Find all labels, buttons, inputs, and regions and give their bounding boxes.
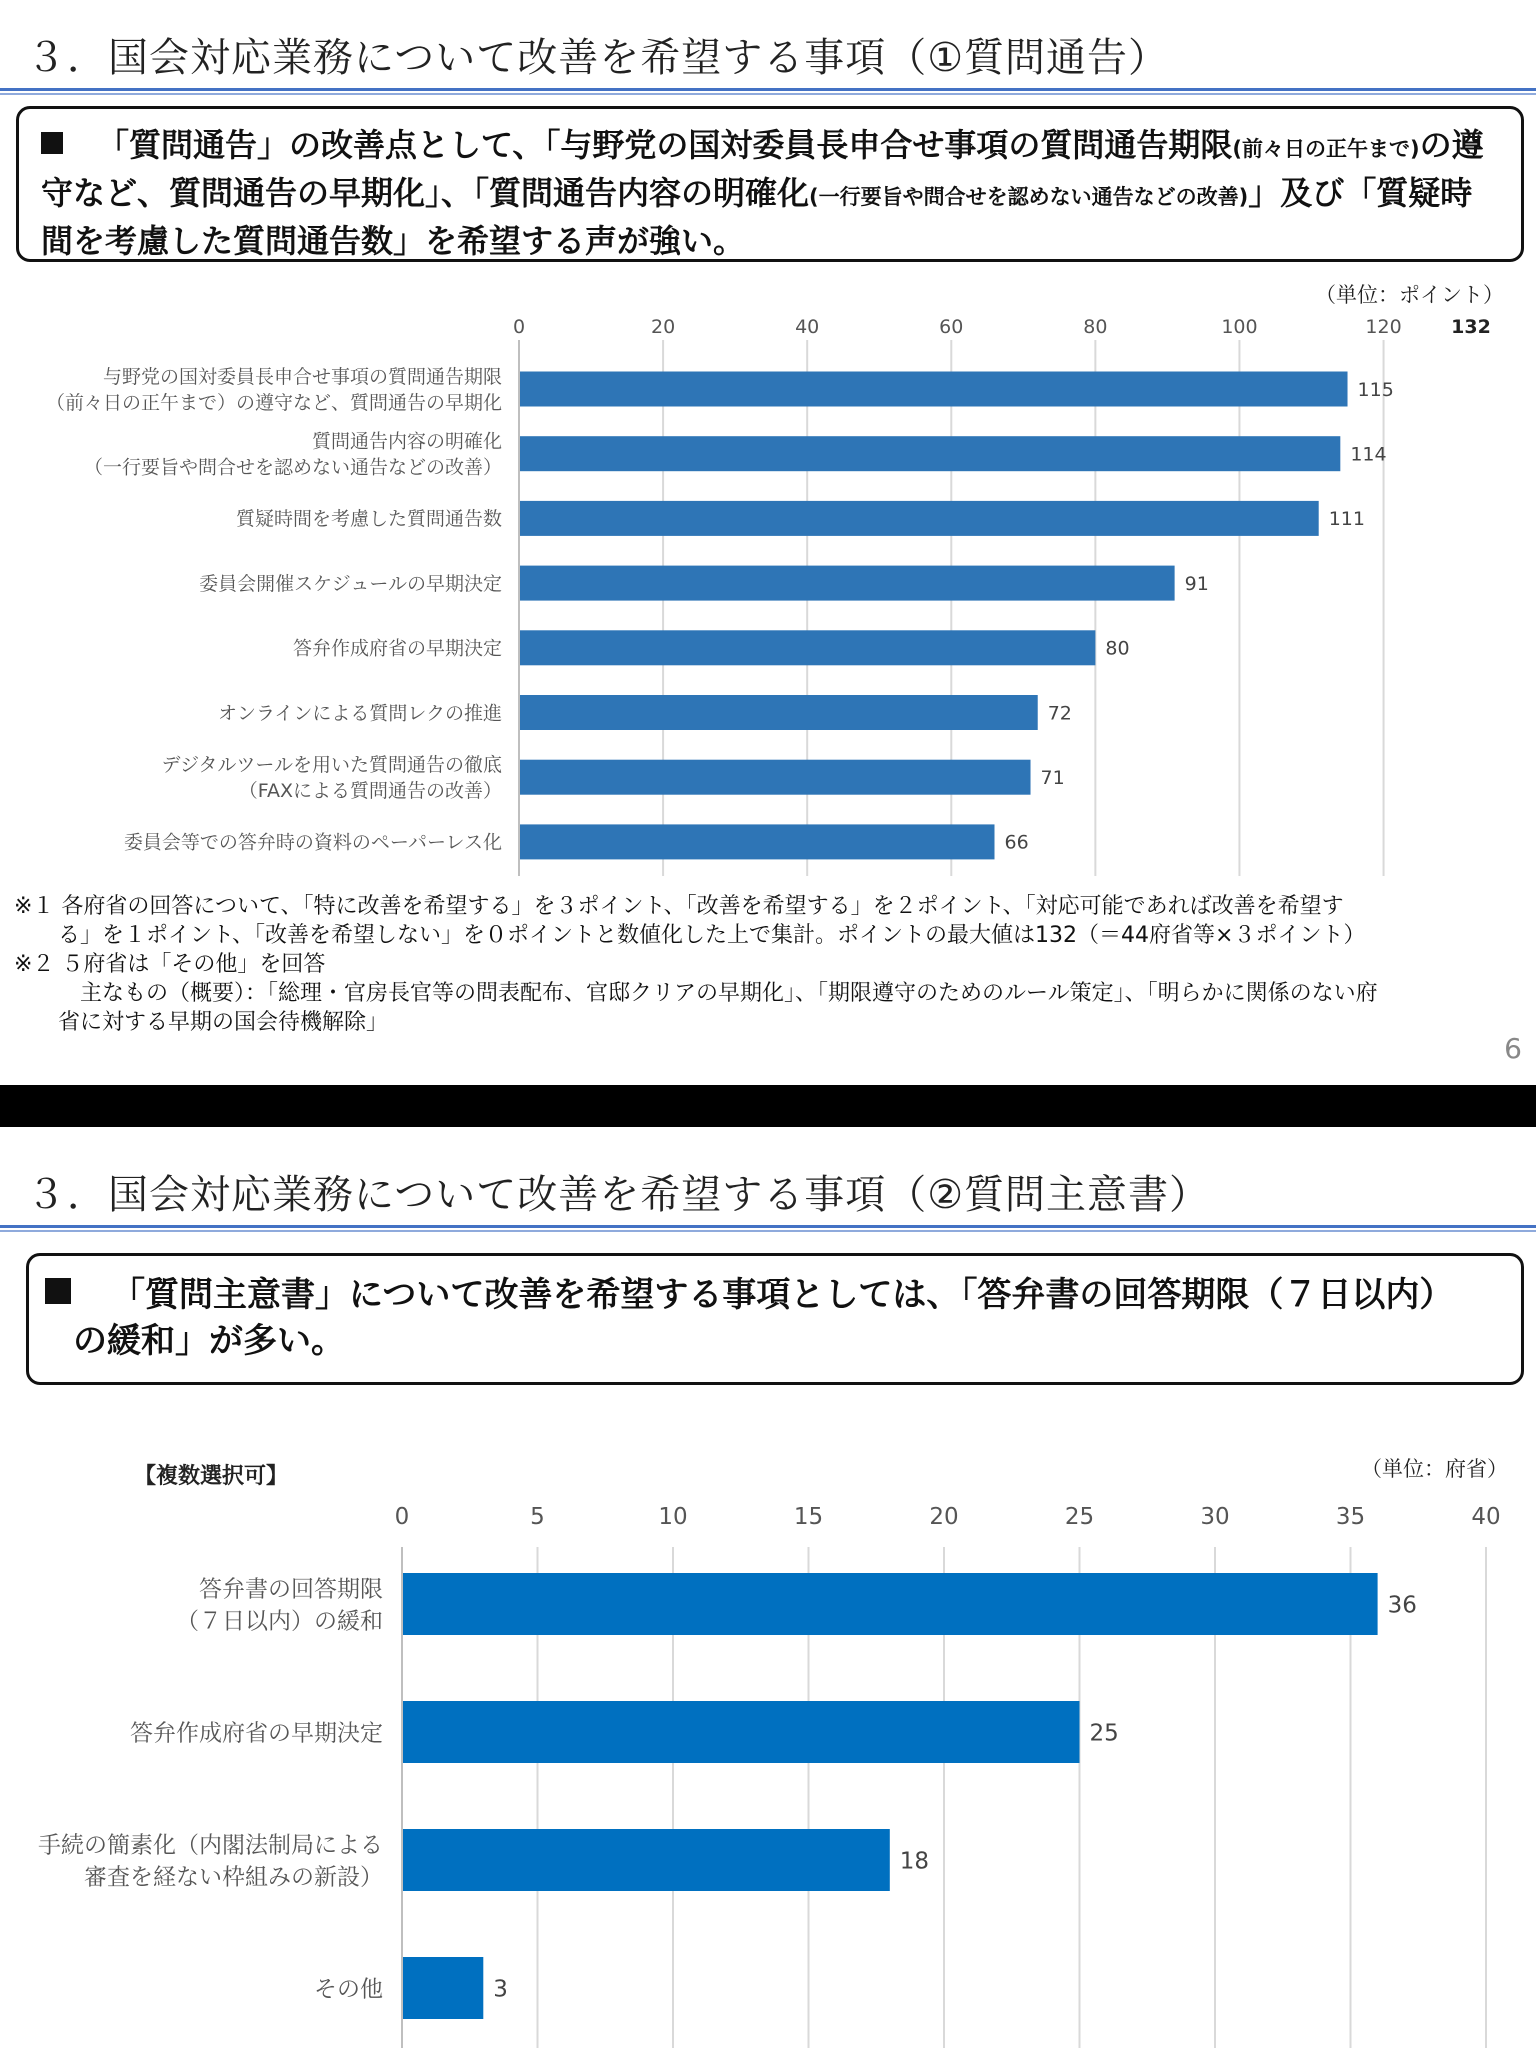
summary-text: 」及び「質疑時間を考慮した質問通告数」を希望する声が強い。 [41, 174, 1473, 260]
data-label: 80 [1105, 637, 1130, 660]
data-label: 111 [1328, 508, 1365, 531]
x-tick-label: 40 [1471, 1504, 1501, 1530]
x-tick-label: 35 [1335, 1504, 1366, 1530]
footnote-line: 主なもの（概要）：「総理・官房長官等の問表配布、官邸クリアの早期化」、「期限遵守のためのルール策定」、「明らかに関係のない府 [14, 981, 1378, 1006]
bar [402, 1957, 483, 2019]
question-notice-bar-chart [0, 0, 1536, 880]
data-label: 18 [899, 1848, 930, 1875]
summary-note: (一行要旨や問合せを認めない通告などの改善) [809, 185, 1249, 209]
x-tick-label: 20 [650, 316, 676, 338]
bar [519, 695, 1038, 730]
bar [519, 436, 1340, 471]
summary-note: (前々日の正午まで) [1232, 137, 1420, 161]
footnote-line: 省に対する早期の国会待機解除」 [14, 1010, 389, 1035]
x-tick-label: 120 [1365, 316, 1402, 338]
data-label: 66 [1004, 831, 1029, 854]
x-tick-label: 0 [512, 316, 526, 338]
category-label: 答弁書の回答期限 [199, 1576, 383, 1603]
slide-title: ３．国会対応業務について改善を希望する事項（①質問通告） [26, 35, 1170, 81]
bar [402, 1701, 1080, 1763]
bar [519, 824, 995, 859]
bar [519, 501, 1319, 536]
data-label: 71 [1040, 767, 1065, 790]
category-label: 委員会等での答弁時の資料のペーパーレス化 [123, 831, 502, 854]
category-label: 委員会開催スケジュールの早期決定 [199, 572, 502, 595]
x-tick-label: 25 [1064, 1504, 1095, 1530]
summary-text: 「質問通告」の改善点として、「与野党の国対委員長申合せ事項の質問通告期限 [97, 126, 1233, 164]
slide-written-questions [0, 1127, 1536, 2048]
category-label: 質疑時間を考慮した質問通告数 [235, 508, 502, 531]
category-label: （７日以内）の緩和 [176, 1608, 383, 1635]
x-tick-label: 5 [530, 1504, 545, 1530]
data-label: 3 [493, 1976, 508, 2003]
data-label: 91 [1184, 572, 1209, 595]
category-label: （前々日の正午まで）の遵守など、質問通告の早期化 [45, 391, 502, 414]
multi-select-label: 【複数選択可】 [134, 1464, 289, 1489]
summary-text: の遵守など、質問通告の早期化」、「質問通告内容の明確化 [41, 126, 1484, 212]
category-label: その他 [314, 1976, 383, 2003]
x-max-label: 132 [1451, 316, 1491, 338]
category-label: オンラインによる質問レクの推進 [217, 702, 502, 725]
category-label: 与野党の国対委員長申合せ事項の質問通告期限 [102, 365, 502, 388]
category-label: （FAXによる質問通告の改善） [238, 780, 502, 803]
data-label: 114 [1350, 443, 1387, 466]
x-tick-label: 20 [929, 1504, 959, 1530]
category-label: 手続の簡素化（内閣法制局による [38, 1832, 383, 1859]
bar [402, 1573, 1378, 1635]
bar [519, 566, 1175, 601]
unit-label: （単位：府省） [1361, 1457, 1508, 1481]
category-label: 質問通告内容の明確化 [311, 430, 502, 453]
data-label: 36 [1387, 1592, 1417, 1619]
footnote-line: ※２ ５府省は「その他」を回答 [14, 952, 326, 977]
footnote-line: る」を１ポイント、「改善を希望しない」を０ポイントと数値化した上で集計。ポイントの最大値は132（＝44府省等×３ポイント） [14, 923, 1366, 948]
x-tick-label: 80 [1083, 316, 1108, 338]
summary-text: 「質問主意書」について改善を希望する事項としては、「答弁書の回答期限（７日以内） [111, 1275, 1454, 1315]
summary-text: の緩和」が多い。 [73, 1321, 345, 1361]
page-number: 6 [1504, 1032, 1522, 1065]
slide-title: ３．国会対応業務について改善を希望する事項（②質問主意書） [26, 1172, 1211, 1218]
category-label: デジタルツールを用いた質問通告の徹底 [161, 754, 502, 777]
x-tick-label: 60 [939, 316, 964, 338]
x-tick-label: 15 [793, 1504, 824, 1530]
bar [402, 1829, 890, 1891]
category-label: 答弁作成府省の早期決定 [292, 637, 502, 660]
bar [519, 372, 1348, 407]
category-label: 審査を経ない枠組みの新設） [84, 1864, 383, 1891]
category-label: （一行要旨や問合せを認めない通告などの改善） [83, 456, 502, 479]
data-label: 115 [1357, 378, 1394, 401]
data-label: 25 [1089, 1720, 1119, 1747]
x-tick-label: 100 [1221, 316, 1258, 338]
footnote-line: ※１ 各府省の回答について、「特に改善を希望する」を３ポイント、「改善を希望する」を２ポイント、「対応可能であれば改善を希望す [14, 894, 1344, 919]
category-label: 答弁作成府省の早期決定 [130, 1720, 383, 1747]
bar [519, 760, 1031, 795]
footnotes [14, 892, 1524, 1037]
x-tick-label: 0 [394, 1504, 410, 1530]
x-tick-label: 30 [1200, 1504, 1230, 1530]
data-label: 72 [1047, 702, 1072, 725]
unit-label: （単位：ポイント） [1315, 283, 1504, 307]
x-tick-label: 10 [658, 1504, 688, 1530]
bar [519, 630, 1095, 665]
written-questions-bar-chart [0, 1127, 1536, 2048]
x-tick-label: 40 [795, 316, 820, 338]
